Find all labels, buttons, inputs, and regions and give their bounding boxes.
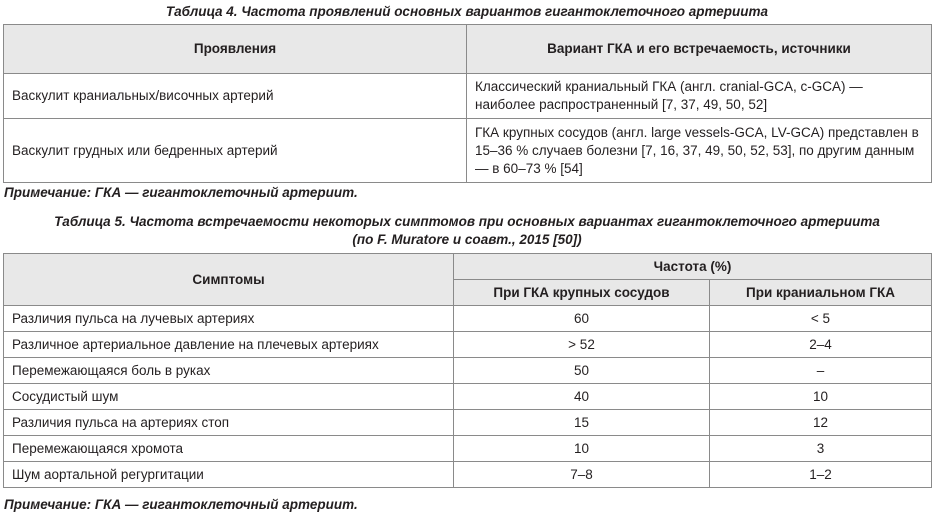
- table4: [3, 24, 932, 183]
- table-row: [4, 410, 932, 436]
- table5-caption-line1: Таблица 5. Частота встречаемости некоторых симптомов при основных вариантах гигантоклеточного артериита: [54, 214, 880, 229]
- table5-cell-symptom: Перемежающаяся боль в руках: [4, 358, 454, 384]
- table5-cell-lv: 40: [454, 384, 710, 410]
- table4-cell-variant: Классический краниальный ГКА (англ. cranial-GCA, c-GCA) — наиболее распространенный [7, 37, 49, 50, 52]: [467, 74, 932, 119]
- table5-cell-symptom: Различное артериальное давление на плечевых артериях: [4, 332, 454, 358]
- table5-cell-symptom: Перемежающаяся хромота: [4, 436, 454, 462]
- table5-cell-cranial: 12: [710, 410, 932, 436]
- table-row: [4, 332, 932, 358]
- table5-cell-symptom: Сосудистый шум: [4, 384, 454, 410]
- table5-cell-lv: > 52: [454, 332, 710, 358]
- table5-header-symptoms: Симптомы: [4, 254, 454, 306]
- table5-header-lv: При ГКА крупных сосудов: [454, 280, 710, 306]
- table5-cell-lv: 50: [454, 358, 710, 384]
- table-row: [4, 74, 932, 119]
- table5-cell-cranial: 3: [710, 436, 932, 462]
- table5-cell-symptom: Различия пульса на артериях стоп: [4, 410, 454, 436]
- table4-header-variant: Вариант ГКА и его встречаемость, источники: [467, 25, 932, 74]
- table-row: [4, 462, 932, 488]
- table5-cell-symptom: Шум аортальной регургитации: [4, 462, 454, 488]
- table5-cell-cranial: 10: [710, 384, 932, 410]
- table4-cell-variant: ГКА крупных сосудов (англ. large vessels-GCA, LV-GCA) представлен в 15–36 % случаев болезни [7, 16, 37, 49, 50, 52, 53], по другим данным — в 60–73 % [54]: [467, 119, 932, 183]
- table5-cell-cranial: –: [710, 358, 932, 384]
- table-row: [4, 384, 932, 410]
- table4-caption: Таблица 4. Частота проявлений основных вариантов гигантоклеточного артериита: [165, 4, 769, 19]
- table5: [3, 253, 932, 488]
- table5-header-frequency: Частота (%): [454, 254, 932, 280]
- table5-cell-cranial: < 5: [710, 306, 932, 332]
- table4-note: Примечание: ГКА — гигантоклеточный артериит.: [4, 185, 358, 200]
- table-row: [4, 119, 932, 183]
- table5-header-cranial: При краниальном ГКА: [710, 280, 932, 306]
- table5-cell-lv: 7–8: [454, 462, 710, 488]
- table5-cell-cranial: 2–4: [710, 332, 932, 358]
- table-row: [4, 436, 932, 462]
- table5-note: Примечание: ГКА — гигантоклеточный артериит.: [4, 497, 358, 512]
- table5-cell-symptom: Различия пульса на лучевых артериях: [4, 306, 454, 332]
- table4-cell-manifestation: Васкулит грудных или бедренных артерий: [4, 119, 467, 183]
- table5-cell-lv: 15: [454, 410, 710, 436]
- table5-caption-line2: (по F. Muratore и соавт., 2015 [50]): [352, 232, 582, 247]
- table4-header-manifestations: Проявления: [4, 25, 467, 74]
- table5-cell-cranial: 1–2: [710, 462, 932, 488]
- table-row: [4, 306, 932, 332]
- table4-cell-manifestation: Васкулит краниальных/височных артерий: [4, 74, 467, 119]
- table5-cell-lv: 60: [454, 306, 710, 332]
- table5-cell-lv: 10: [454, 436, 710, 462]
- table-row: [4, 358, 932, 384]
